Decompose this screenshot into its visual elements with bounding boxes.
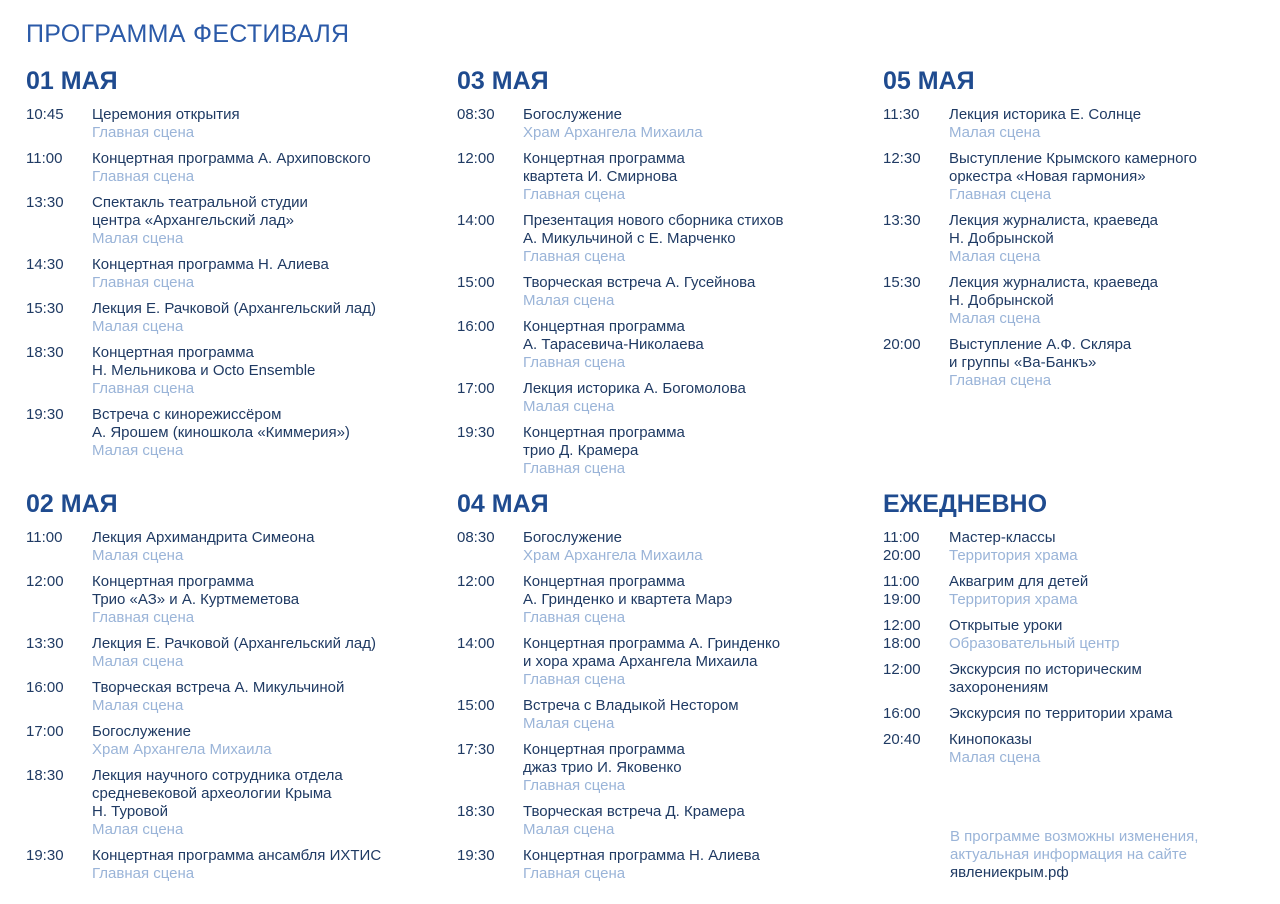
event-item (457, 424, 867, 478)
event-title: Выступление А.Ф. Скляра и группы «Ва-Банкъ» (949, 336, 1132, 371)
event-time: 15:30 (26, 300, 64, 317)
event-venue: Главная сцена (92, 865, 195, 882)
event-venue: Малая сцена (949, 310, 1041, 327)
event-title: Творческая встреча Д. Крамера (523, 803, 745, 820)
day-may-02 (26, 489, 436, 891)
event-details (92, 767, 436, 839)
event-title: Концертная программа джаз трио И. Яковенко (523, 741, 685, 776)
event-item (457, 573, 867, 627)
event-title: Концертная программа Трио «АЗ» и А. Куртмеметова (92, 573, 300, 608)
event-venue: Главная сцена (92, 380, 195, 397)
event-item (883, 336, 1263, 390)
event-title: Концертная программа ансамбля ИХТИС (92, 847, 382, 864)
changes-note (950, 828, 1198, 882)
event-venue: Малая сцена (949, 749, 1041, 766)
event-venue: Малая сцена (92, 821, 184, 838)
event-venue: Храм Архангела Михаила (523, 124, 703, 141)
day-may-05 (883, 66, 1263, 398)
event-details (949, 106, 1263, 142)
event-details (92, 723, 436, 759)
event-time: 12:00 (26, 573, 64, 590)
event-venue: Территория храма (949, 591, 1078, 608)
day-daily (883, 489, 1263, 775)
event-item (883, 106, 1263, 142)
event-title: Лекция журналиста, краеведа Н. Добрынской (949, 274, 1159, 309)
event-venue: Главная сцена (523, 671, 626, 688)
event-time: 13:30 (26, 635, 64, 652)
event-venue: Малая сцена (92, 318, 184, 335)
event-time: 12:00 (457, 573, 495, 590)
event-details (523, 380, 867, 416)
event-item (26, 723, 436, 759)
event-details (92, 529, 436, 565)
event-venue: Главная сцена (92, 274, 195, 291)
event-item (26, 406, 436, 460)
event-time: 08:30 (457, 529, 495, 546)
event-title: Церемония открытия (92, 106, 240, 123)
page-title: ПРОГРАММА ФЕСТИВАЛЯ (26, 20, 350, 48)
event-details (92, 344, 436, 398)
event-details (523, 424, 867, 478)
event-time: 19:30 (457, 847, 495, 864)
event-venue: Главная сцена (523, 777, 626, 794)
day-may-01 (26, 66, 436, 468)
event-venue: Малая сцена (523, 821, 615, 838)
event-item (457, 212, 867, 266)
day-heading: ЕЖЕДНЕВНО (883, 490, 1048, 518)
event-time: 08:30 (457, 106, 495, 123)
event-venue: Главная сцена (92, 168, 195, 185)
day-may-04 (457, 489, 867, 891)
event-item (457, 150, 867, 204)
event-item (457, 529, 867, 565)
event-time: 14:00 (457, 635, 495, 652)
event-venue: Малая сцена (92, 442, 184, 459)
event-details (523, 803, 867, 839)
event-time: 18:30 (26, 344, 64, 361)
event-details (523, 573, 867, 627)
event-time: 16:00 (883, 705, 921, 722)
event-time: 15:30 (883, 274, 921, 291)
event-title: Спектакль театральной студии центра «Архангельский лад» (92, 194, 308, 229)
event-item (883, 573, 1263, 609)
event-title: Встреча с кинорежиссёром А. Ярошем (киношкола «Киммерия») (92, 406, 350, 441)
event-details (949, 661, 1263, 697)
event-time: 14:30 (26, 256, 64, 273)
event-details (92, 635, 436, 671)
event-venue: Малая сцена (523, 715, 615, 732)
event-title: Лекция Е. Рачковой (Архангельский лад) (92, 635, 376, 652)
event-time: 13:30 (883, 212, 921, 229)
event-item (457, 635, 867, 689)
event-title: Лекция Архимандрита Симеона (92, 529, 315, 546)
event-item (457, 847, 867, 883)
event-details (523, 274, 867, 310)
event-time: 20:40 (883, 731, 921, 748)
event-title: Концертная программа трио Д. Крамера (523, 424, 685, 459)
event-item (26, 573, 436, 627)
event-details (523, 318, 867, 372)
event-time: 12:30 (883, 150, 921, 167)
event-details (92, 194, 436, 248)
event-title: Презентация нового сборника стихов А. Микульчиной с Е. Марченко (523, 212, 784, 247)
event-details (949, 731, 1263, 767)
event-time: 14:00 (457, 212, 495, 229)
event-details (523, 529, 867, 565)
event-time: 20:00 (883, 336, 921, 353)
event-time: 17:30 (457, 741, 495, 758)
event-details (523, 847, 867, 883)
changes-note-text: В программе возможны изменения, актуальная информация на сайте (950, 828, 1199, 863)
event-item (883, 274, 1263, 328)
day-heading: 01 МАЯ (26, 67, 118, 95)
event-venue: Главная сцена (949, 186, 1052, 203)
event-time: 19:30 (26, 847, 64, 864)
event-details (92, 106, 436, 142)
day-may-03 (457, 66, 867, 486)
event-item (457, 741, 867, 795)
event-details (949, 212, 1263, 266)
event-details (523, 150, 867, 204)
event-title: Лекция научного сотрудника отдела средневековой археологии Крыма Н. Туровой (92, 767, 343, 820)
event-time: 11:00 (26, 529, 63, 546)
event-venue: Малая сцена (949, 248, 1041, 265)
event-item (457, 380, 867, 416)
event-time: 16:00 (457, 318, 495, 335)
event-details (949, 573, 1263, 609)
event-title: Концертная программа А. Гринденко и хора храма Архангела Михаила (523, 635, 781, 670)
event-item (26, 529, 436, 565)
event-title: Творческая встреча А. Микульчиной (92, 679, 345, 696)
event-item (26, 847, 436, 883)
event-item (457, 697, 867, 733)
event-item (883, 705, 1263, 723)
event-title: Концертная программа А. Гринденко и квартета Марэ (523, 573, 733, 608)
event-title: Лекция журналиста, краеведа Н. Добрынской (949, 212, 1159, 247)
event-time: 18:30 (457, 803, 495, 820)
event-details (949, 705, 1263, 723)
event-details (949, 617, 1263, 653)
event-details (949, 529, 1263, 565)
event-details (92, 573, 436, 627)
event-item (26, 767, 436, 839)
day-heading: 04 МАЯ (457, 490, 549, 518)
event-title: Концертная программа Н. Алиева (523, 847, 760, 864)
event-time: 18:30 (26, 767, 64, 784)
event-venue: Малая сцена (92, 697, 184, 714)
event-time: 19:30 (26, 406, 64, 423)
event-time: 11:00 (26, 150, 63, 167)
event-item (26, 194, 436, 248)
event-title: Аквагрим для детей (949, 573, 1089, 590)
event-time: 19:30 (457, 424, 495, 441)
event-title: Концертная программа А. Архиповского (92, 150, 371, 167)
event-venue: Главная сцена (523, 865, 626, 882)
event-venue: Малая сцена (92, 653, 184, 670)
event-details (92, 406, 436, 460)
event-title: Встреча с Владыкой Нестором (523, 697, 739, 714)
event-venue: Малая сцена (92, 230, 184, 247)
event-title: Открытые уроки (949, 617, 1063, 634)
event-time: 15:00 (457, 274, 495, 291)
event-venue: Главная сцена (92, 609, 195, 626)
event-venue: Главная сцена (523, 354, 626, 371)
event-time: 13:30 (26, 194, 64, 211)
day-heading: 03 МАЯ (457, 67, 549, 95)
event-item (26, 344, 436, 398)
event-title: Концертная программа А. Тарасевича-Николаева (523, 318, 704, 353)
event-time: 16:00 (26, 679, 64, 696)
event-details (92, 256, 436, 292)
event-venue: Главная сцена (523, 460, 626, 477)
day-heading: 05 МАЯ (883, 67, 975, 95)
event-details (523, 106, 867, 142)
day-heading: 02 МАЯ (26, 490, 118, 518)
event-item (883, 617, 1263, 653)
event-title: Выступление Крымского камерного оркестра «Новая гармония» (949, 150, 1197, 185)
event-venue: Храм Архангела Михаила (92, 741, 272, 758)
event-item (26, 106, 436, 142)
event-venue: Главная сцена (523, 186, 626, 203)
event-time: 17:00 (457, 380, 495, 397)
event-item (26, 635, 436, 671)
event-item (26, 256, 436, 292)
event-venue: Главная сцена (949, 372, 1052, 389)
event-time: 12:00 (457, 150, 495, 167)
event-time: 10:45 (26, 106, 64, 123)
event-item (883, 529, 1263, 565)
event-item (26, 679, 436, 715)
event-title: Концертная программа Н. Алиева (92, 256, 329, 273)
event-title: Экскурсия по историческим захоронениям (949, 661, 1142, 696)
event-venue: Образовательный центр (949, 635, 1120, 652)
event-item (457, 803, 867, 839)
event-details (949, 150, 1263, 204)
event-time: 17:00 (26, 723, 64, 740)
event-item (883, 731, 1263, 767)
event-venue: Малая сцена (92, 547, 184, 564)
event-time: 15:00 (457, 697, 495, 714)
event-details (92, 150, 436, 186)
event-title: Концертная программа Н. Мельникова и Octo Ensemble (92, 344, 316, 379)
event-title: Богослужение (523, 529, 622, 546)
event-title: Мастер-классы (949, 529, 1056, 546)
event-venue: Территория храма (949, 547, 1078, 564)
website-link[interactable]: явлениекрым.рф (950, 864, 1069, 881)
event-title: Лекция историка А. Богомолова (523, 380, 746, 397)
event-time: 12:00 (883, 661, 921, 678)
event-venue: Малая сцена (523, 398, 615, 415)
event-time: 11:30 (883, 106, 920, 123)
event-item (26, 300, 436, 336)
event-item (883, 212, 1263, 266)
event-details (949, 274, 1263, 328)
event-details (92, 679, 436, 715)
event-time: 11:00 19:00 (883, 573, 921, 608)
event-details (523, 635, 867, 689)
event-details (949, 336, 1263, 390)
event-title: Концертная программа квартета И. Смирнова (523, 150, 685, 185)
event-item (457, 318, 867, 372)
event-item (883, 150, 1263, 204)
event-details (92, 847, 436, 883)
event-time: 11:00 20:00 (883, 529, 921, 564)
event-details (523, 697, 867, 733)
event-venue: Главная сцена (523, 609, 626, 626)
event-details (92, 300, 436, 336)
event-title: Богослужение (92, 723, 191, 740)
event-item (26, 150, 436, 186)
event-title: Богослужение (523, 106, 622, 123)
event-title: Творческая встреча А. Гусейнова (523, 274, 756, 291)
event-title: Лекция историка Е. Солнце (949, 106, 1142, 123)
event-item (457, 274, 867, 310)
event-venue: Главная сцена (523, 248, 626, 265)
event-title: Экскурсия по территории храма (949, 705, 1173, 722)
event-details (523, 212, 867, 266)
event-venue: Главная сцена (92, 124, 195, 141)
event-title: Кинопоказы (949, 731, 1032, 748)
event-item (457, 106, 867, 142)
event-venue: Храм Архангела Михаила (523, 547, 703, 564)
event-venue: Малая сцена (523, 292, 615, 309)
event-venue: Малая сцена (949, 124, 1041, 141)
event-time: 12:00 18:00 (883, 617, 921, 652)
event-title: Лекция Е. Рачковой (Архангельский лад) (92, 300, 376, 317)
event-details (523, 741, 867, 795)
event-item (883, 661, 1263, 697)
